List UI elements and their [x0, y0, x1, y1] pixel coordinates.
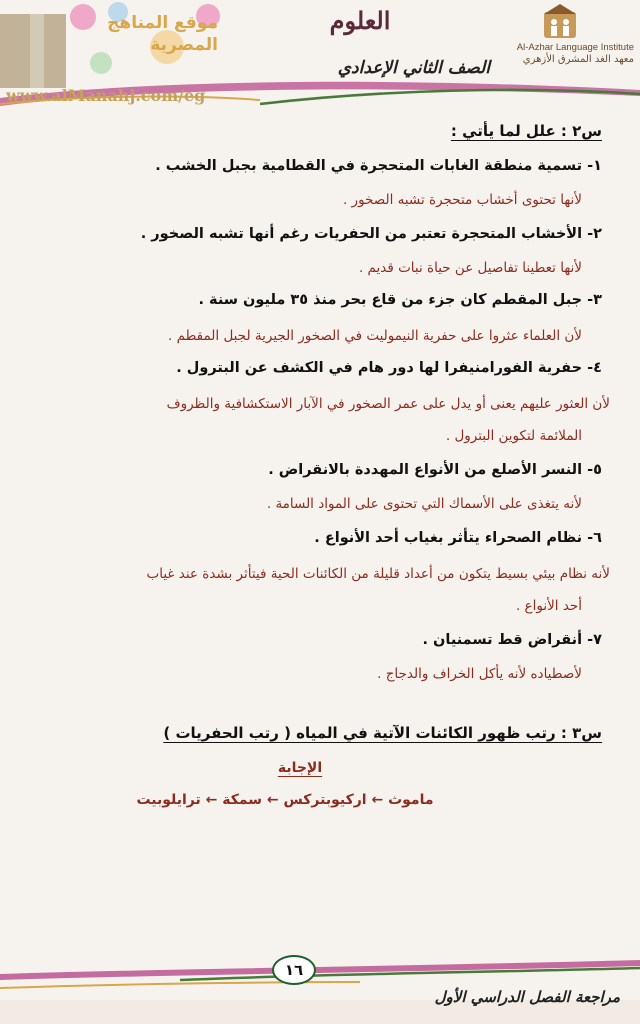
question-item: ١- تسمية منطقة الغابات المتحجرة في القطامية بجبل الخشب .: [155, 158, 602, 174]
subject-title: العلوم: [329, 6, 391, 35]
fossil-sequence-answer: ماموث ← اركيوبتركس ← سمكة ← ترايلوبيت: [136, 792, 434, 808]
footer-swoosh-decoration: [0, 940, 640, 1024]
answer-line: لأنها تحتوى أخشاب متحجرة تشبه الصخور .: [342, 192, 582, 208]
question-item: ٦- نظام الصحراء يتأثر بغياب أحد الأنواع .: [314, 530, 602, 546]
page-footer: [0, 940, 640, 1024]
page-number-badge: ١٦: [272, 955, 316, 985]
page-header: [0, 0, 640, 108]
answer-line: لأصطياده لأنه يأكل الخراف والدجاج .: [377, 666, 582, 682]
question-item: ٣- جبل المقطم كان جزء من قاع بحر منذ ٣٥ مليون سنة .: [198, 292, 602, 308]
footer-title: مراجعة الفصل الدراسي الأول: [434, 988, 620, 1006]
institute-name-english: Al-Azhar Language Institute: [516, 42, 634, 53]
question-item: ٥- النسر الأصلع من الأنواع المهددة بالانقراض .: [268, 462, 602, 478]
question-2-title: س٢ : علل لما يأتي :: [450, 122, 602, 140]
answer-label: الإجابة: [277, 760, 323, 776]
answer-line: لأنها تعطينا تفاصيل عن حياة نبات قديم .: [358, 260, 582, 276]
answer-line: أحد الأنواع .: [515, 598, 582, 614]
institute-logo-icon: [540, 2, 580, 42]
question-item: ٢- الأخشاب المتحجرة تعتبر من الحفريات رغم أنها تشبه الصخور .: [140, 226, 602, 242]
answer-line: الملائمة لتكوين البترول .: [445, 428, 582, 444]
watermark-logo: [0, 14, 66, 88]
question-item: ٤- حفرية الفورامنيفرا لها دور هام في الكشف عن البترول .: [176, 360, 602, 376]
answer-line: لأن العثور عليهم يعنى أو يدل على عمر الصخور في الآبار الاستكشافية والظروف: [166, 396, 610, 412]
institute-name-arabic: معهد الغد المشرق الأزهري: [522, 54, 634, 65]
question-3-title: س٣ : رتب ظهور الكائنات الآتية في المياه ( رتب الحفريات ): [163, 724, 602, 742]
watermark-url: www.alManahj.com/eg: [6, 86, 206, 105]
answer-line: لأن العلماء عثروا على حفرية النيموليت في الصخور الجيرية لجبل المقطم .: [168, 328, 582, 344]
watermark-site-name: موقع المناهج المصرية: [107, 13, 218, 55]
answer-line: لأنه نظام بيئي بسيط يتكون من أعداد قليلة من الكائنات الحية فيتأثر بشدة عند غياب: [146, 566, 610, 582]
answer-line: لأنه يتغذى على الأسماك التي تحتوى على المواد السامة .: [266, 496, 582, 512]
question-item: ٧- أنقراض قط تسمنيان .: [422, 632, 602, 648]
grade-title: الصف الثاني الإعدادي: [337, 58, 490, 78]
